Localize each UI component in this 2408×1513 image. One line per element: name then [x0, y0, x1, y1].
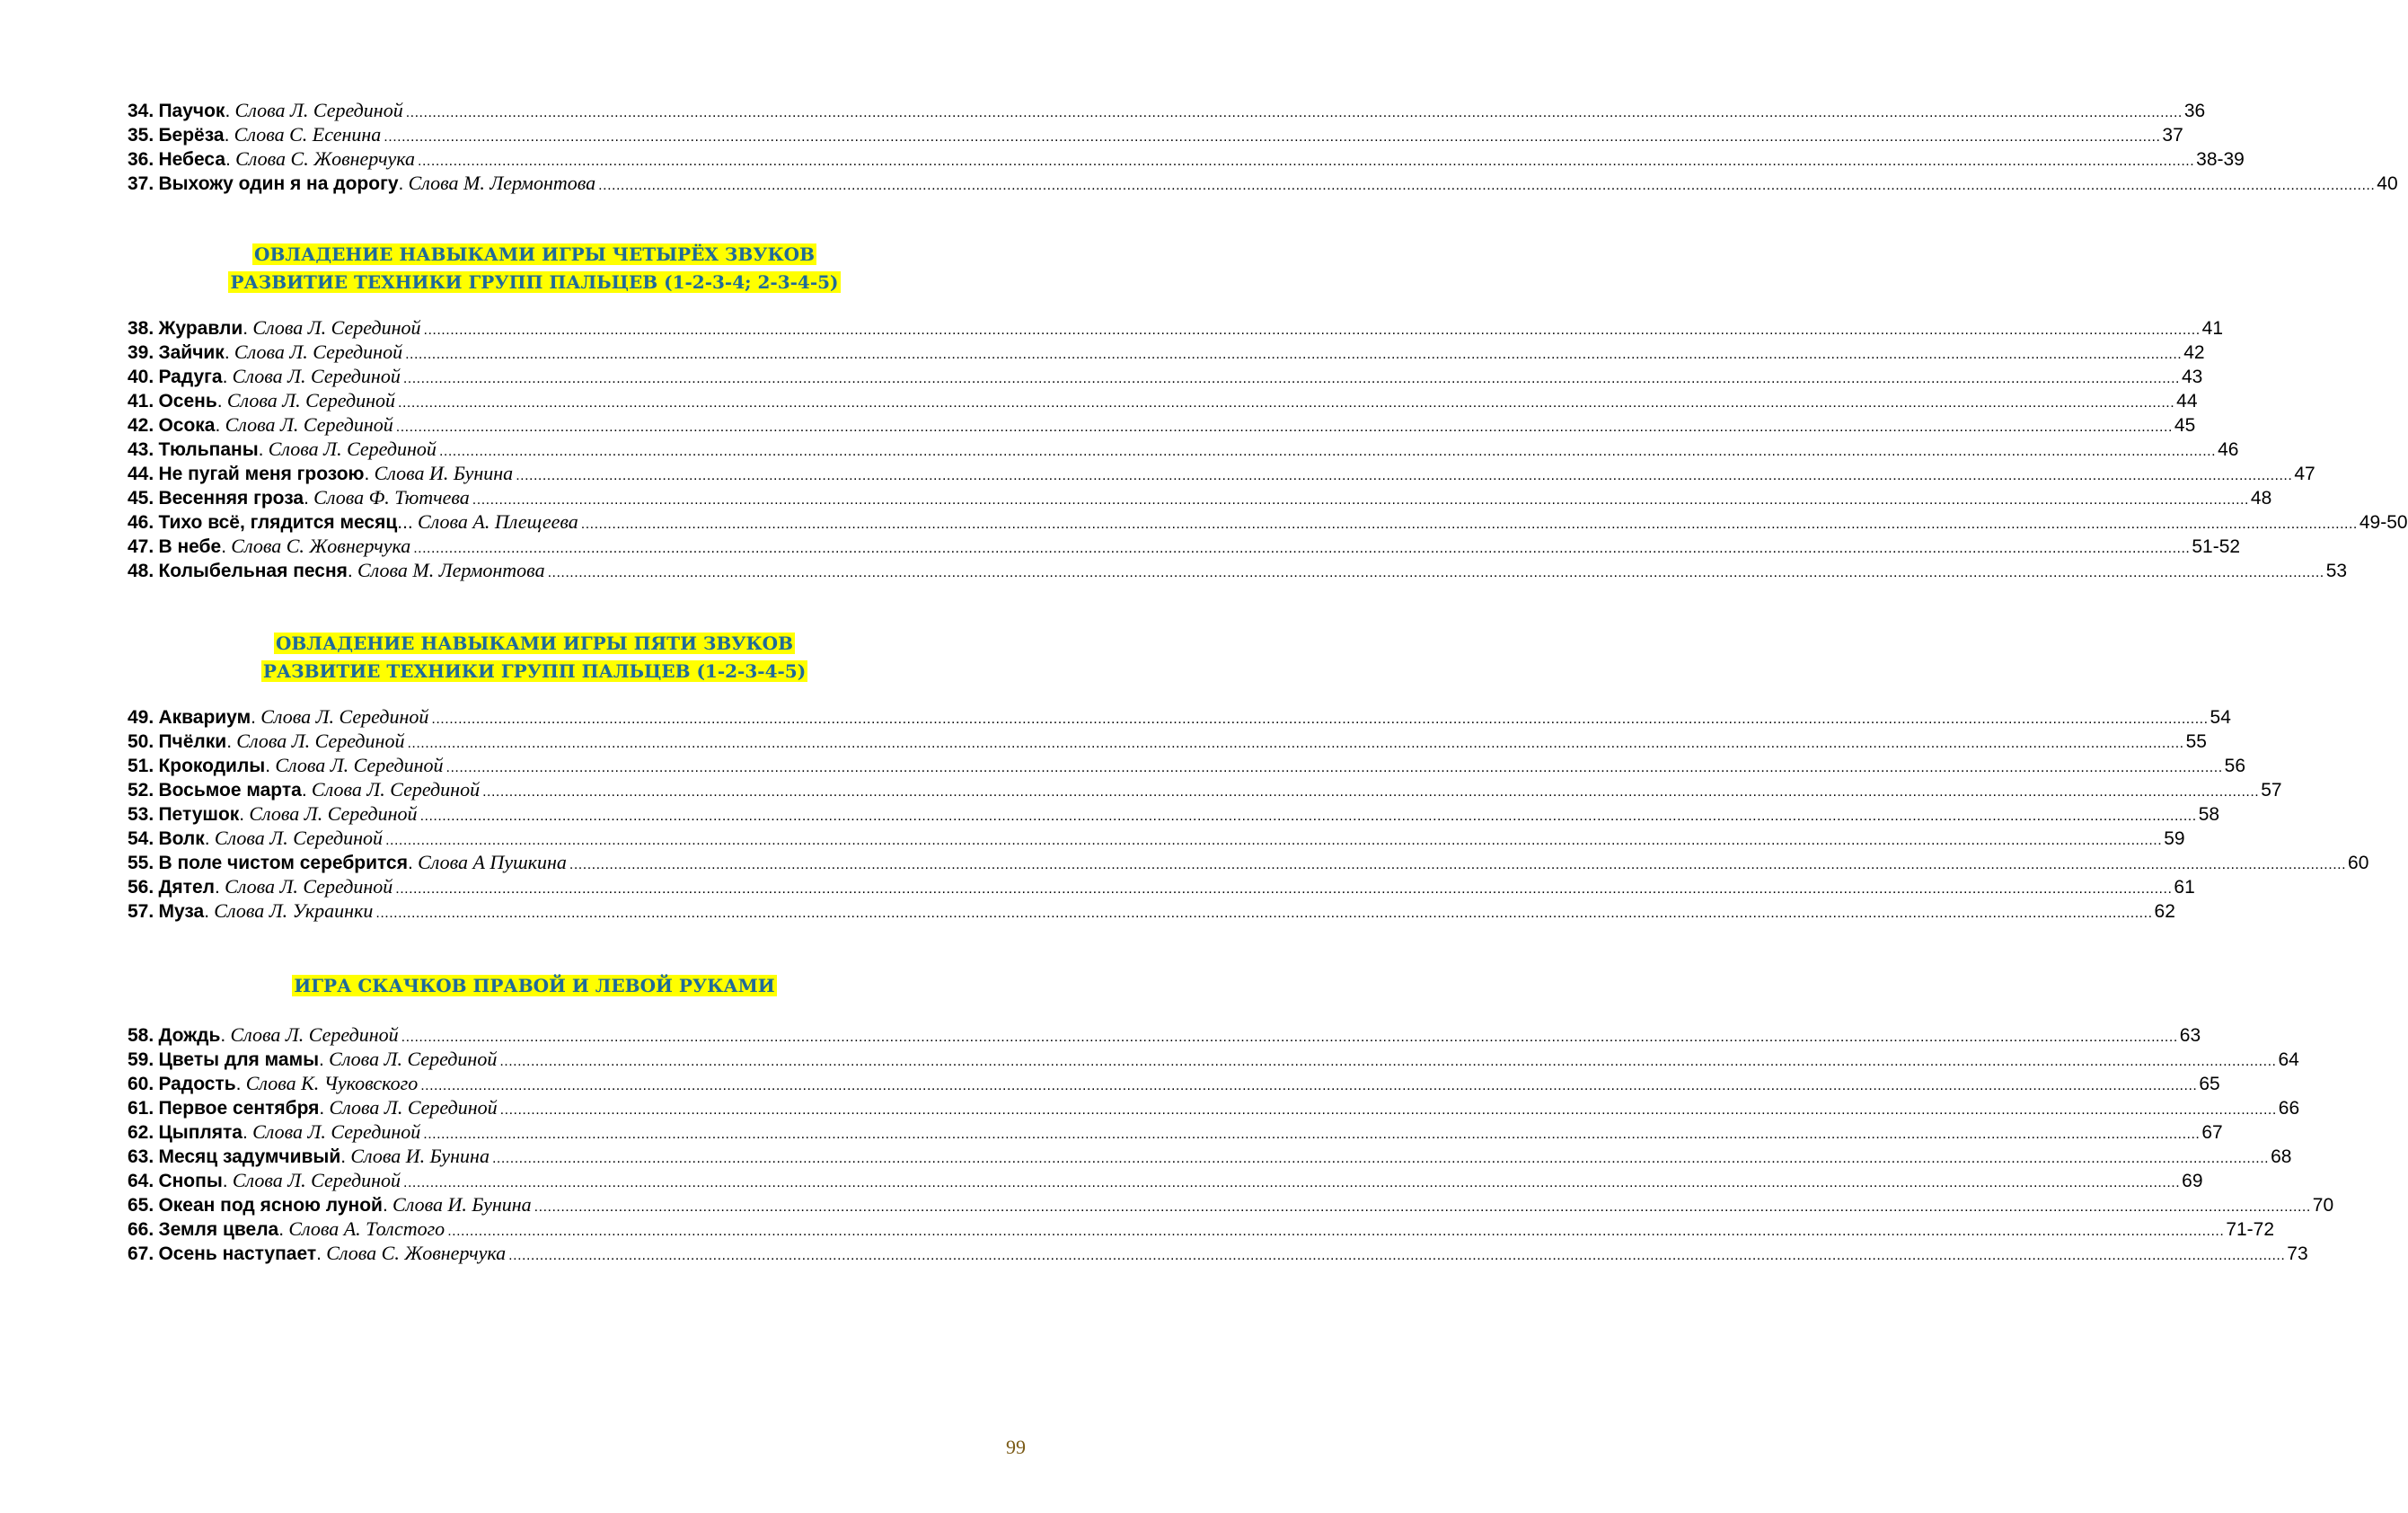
entry-separator: .: [220, 1025, 226, 1046]
toc-entry: [128, 849, 2369, 876]
entry-separator: ...: [397, 512, 413, 533]
entry-title: Цыплята: [158, 1122, 243, 1143]
entry-author: Слова Л. Серединой: [226, 389, 396, 411]
dot-leader: ................................................................................................................................................................................................................................................................................................................................................................................................................: [405, 105, 2183, 120]
entry-number: 63.: [128, 1146, 154, 1167]
entry-number: 65.: [128, 1195, 154, 1216]
entry-page: 38-39: [2196, 149, 2245, 170]
dot-leader: ................................................................................................................................................................................................................................................................................................................................................................................................................: [398, 395, 2175, 411]
toc-entry: [128, 339, 2205, 366]
entry-author: Слова М. Лермонтова: [357, 559, 545, 581]
toc-entry: [128, 1070, 2220, 1097]
entry-author: Слова Л. Серединой: [275, 754, 444, 776]
entry-page: 42: [2183, 342, 2205, 363]
entry-page: 68: [2271, 1146, 2292, 1167]
entry-number: 35.: [128, 125, 154, 146]
toc-entry: [128, 752, 2245, 779]
entry-page: 54: [2210, 707, 2231, 728]
entry-separator: .: [214, 877, 220, 898]
entry-page: 56: [2224, 756, 2245, 776]
entry-title: Месяц задумчивый: [158, 1146, 341, 1167]
entry-separator: .: [304, 488, 309, 509]
dot-leader: ................................................................................................................................................................................................................................................................................................................................................................................................................: [499, 1102, 2277, 1118]
entry-author: Слова Л. Серединой: [268, 438, 437, 460]
entry-author: Слова С. Жовнерчука: [235, 147, 416, 170]
entry-separator: .: [251, 707, 256, 728]
entry-number: 36.: [128, 149, 154, 170]
section-heading-line: [0, 630, 1069, 658]
section-heading-text: РАЗВИТИЕ ТЕХНИКИ ГРУПП ПАЛЬЦЕВ (1-2-3-4-5): [262, 660, 807, 682]
toc-entry: [128, 1216, 2275, 1243]
entry-author: Слова А Пушкина: [418, 851, 567, 873]
toc-entry: [128, 1143, 2292, 1170]
entry-page: 61: [2174, 877, 2195, 898]
section-heading: [0, 972, 1069, 1000]
toc-entry: [128, 703, 2231, 730]
entry-title: Дятел: [158, 877, 215, 898]
entry-page: 65: [2199, 1074, 2220, 1094]
entry-author: Слова Л. Серединой: [260, 705, 429, 728]
entry-separator: .: [221, 536, 227, 557]
toc-entry: [128, 484, 2272, 511]
entry-number: 38.: [128, 318, 154, 339]
entry-title: Крокодилы: [158, 756, 266, 776]
section-heading-line: [0, 269, 1069, 296]
section-heading-line: [0, 241, 1069, 269]
entry-separator: .: [265, 756, 271, 776]
dot-leader: ................................................................................................................................................................................................................................................................................................................................................................................................................: [472, 492, 2249, 508]
entry-page: 60: [2348, 853, 2369, 873]
entry-separator: .: [222, 1171, 228, 1191]
toc-entry: [128, 460, 2315, 487]
dot-leader: ................................................................................................................................................................................................................................................................................................................................................................................................................: [423, 1127, 2201, 1142]
entry-separator: .: [222, 367, 228, 387]
entry-number: 42.: [128, 415, 154, 436]
section-heading-text: ОВЛАДЕНИЕ НАВЫКАМИ ИГРЫ ЧЕТЫРЁХ ЗВУКОВ: [254, 243, 815, 265]
entry-title: Осока: [158, 415, 216, 436]
entry-page: 71-72: [2226, 1219, 2275, 1240]
dot-leader: ................................................................................................................................................................................................................................................................................................................................................................................................................: [491, 1151, 2270, 1166]
entry-number: 47.: [128, 536, 154, 557]
entry-separator: .: [407, 853, 413, 873]
entry-page: 58: [2198, 804, 2220, 825]
entry-separator: .: [316, 1243, 322, 1264]
toc-entry: [128, 314, 2223, 341]
toc-entry: [128, 121, 2183, 148]
entry-author: Слова Л. Серединой: [236, 730, 405, 752]
entry-page: 40: [2377, 173, 2398, 194]
entry-number: 39.: [128, 342, 154, 363]
entry-number: 50.: [128, 731, 154, 752]
entry-author: Слова Л. Серединой: [232, 365, 401, 387]
entry-number: 56.: [128, 877, 154, 898]
toc-entry: [128, 146, 2245, 173]
entry-title: Цветы для мамы: [158, 1049, 320, 1070]
toc-entry: [128, 533, 2241, 560]
entry-author: Слова Л. Серединой: [225, 875, 393, 898]
section-heading-text: ИГРА СКАЧКОВ ПРАВОЙ И ЛЕВОЙ РУКАМИ: [294, 975, 775, 996]
entry-title: Небеса: [158, 149, 226, 170]
entry-page: 47: [2294, 464, 2315, 484]
section-heading-line: [0, 972, 1069, 1000]
dot-leader: ................................................................................................................................................................................................................................................................................................................................................................................................................: [403, 1175, 2181, 1190]
entry-separator: .: [242, 1122, 248, 1143]
entry-author: Слова Л. Серединой: [232, 1169, 401, 1191]
entry-title: Осень наступает: [158, 1243, 317, 1264]
entry-page: 69: [2182, 1171, 2203, 1191]
toc-entry: [128, 1046, 2299, 1073]
entry-number: 52.: [128, 780, 154, 801]
entry-number: 44.: [128, 464, 154, 484]
section-heading-text: ОВЛАДЕНИЕ НАВЫКАМИ ИГРЫ ПЯТИ ЗВУКОВ: [275, 633, 793, 654]
entry-page: 53: [2325, 561, 2348, 581]
entry-author: Слова А. Плещеева: [418, 510, 578, 533]
toc-entry: [128, 411, 2196, 438]
entry-separator: .: [319, 1049, 324, 1070]
entry-title: Аквариум: [158, 707, 251, 728]
dot-leader: ................................................................................................................................................................................................................................................................................................................................................................................................................: [438, 444, 2217, 459]
entry-author: Слова И. Бунина: [350, 1145, 490, 1167]
dot-leader: ................................................................................................................................................................................................................................................................................................................................................................................................................: [402, 371, 2180, 386]
dot-leader: ................................................................................................................................................................................................................................................................................................................................................................................................................: [547, 565, 2324, 580]
entry-separator: .: [224, 342, 230, 363]
entry-number: 67.: [128, 1243, 154, 1264]
entry-number: 37.: [128, 173, 154, 194]
entry-separator: .: [226, 731, 233, 752]
entry-separator: .: [278, 1219, 285, 1240]
dot-leader: ................................................................................................................................................................................................................................................................................................................................................................................................................: [405, 347, 2183, 362]
entry-title: Восьмое марта: [158, 780, 302, 801]
page-number: 99: [1006, 1436, 1026, 1458]
entry-number: 59.: [128, 1049, 154, 1070]
entry-number: 51.: [128, 756, 154, 776]
toc-entry: [128, 363, 2203, 390]
entry-page: 46: [2218, 439, 2239, 460]
entry-title: Не пугай меня грозою: [158, 464, 365, 484]
entry-page: 57: [2261, 780, 2282, 801]
entry-title: Осень: [158, 391, 217, 411]
entry-author: Слова Л. Серединой: [230, 1023, 399, 1046]
entry-author: Слова Л. Серединой: [311, 778, 481, 801]
entry-page: 55: [2185, 731, 2207, 752]
entry-separator: .: [301, 780, 307, 801]
entry-author: Слова Л. Серединой: [234, 341, 403, 363]
entry-page: 64: [2278, 1049, 2299, 1070]
entry-page: 36: [2183, 101, 2206, 121]
toc-entry: [128, 801, 2220, 827]
toc-entry: [128, 1022, 2201, 1048]
entry-author: Слова С. Есенина: [234, 123, 382, 146]
entry-separator: .: [319, 1098, 325, 1119]
toc-entry: [128, 387, 2198, 414]
entry-number: 66.: [128, 1219, 154, 1240]
entry-number: 54.: [128, 828, 154, 849]
dot-leader: ................................................................................................................................................................................................................................................................................................................................................................................................................: [418, 154, 2195, 169]
dot-leader: ................................................................................................................................................................................................................................................................................................................................................................................................................: [534, 1199, 2311, 1215]
entry-author: Слова Л. Серединой: [252, 1120, 421, 1143]
entry-separator: .: [204, 828, 210, 849]
entry-number: 34.: [128, 101, 154, 121]
toc-entry: [128, 898, 2175, 925]
entry-author: Слова Ф. Тютчева: [313, 486, 470, 509]
entry-author: Слова С. Жовнерчука: [231, 535, 411, 557]
entry-number: 55.: [128, 853, 154, 873]
entry-title: Журавли: [158, 318, 243, 339]
entry-title: Дождь: [158, 1025, 221, 1046]
entry-separator: .: [225, 149, 231, 170]
entry-author: Слова Л. Серединой: [249, 802, 418, 825]
entry-separator: .: [382, 1195, 388, 1216]
entry-page: 44: [2176, 391, 2198, 411]
entry-page: 73: [2287, 1243, 2308, 1264]
toc-entry: [128, 728, 2207, 755]
dot-leader: ................................................................................................................................................................................................................................................................................................................................................................................................................: [580, 517, 2358, 532]
entry-title: Волк: [158, 828, 205, 849]
entry-separator: .: [243, 318, 249, 339]
entry-title: Океан под ясною луной: [158, 1195, 383, 1216]
entry-separator: .: [215, 415, 221, 436]
entry-number: 53.: [128, 804, 154, 825]
entry-page: 45: [2174, 415, 2196, 436]
toc-entry: [128, 825, 2185, 852]
entry-page: 43: [2181, 367, 2203, 387]
entry-title: Петушок: [158, 804, 240, 825]
toc-entry: [128, 436, 2239, 463]
entry-title: Радуга: [158, 367, 223, 387]
dot-leader: ................................................................................................................................................................................................................................................................................................................................................................................................................: [508, 1248, 2286, 1263]
toc-entry: [128, 776, 2282, 803]
entry-page: 37: [2162, 125, 2183, 146]
section-heading: [0, 241, 1069, 296]
entry-title: Выхожу один я на дорогу: [158, 173, 399, 194]
entry-number: 61.: [128, 1098, 154, 1119]
toc-entry: [128, 1094, 2300, 1121]
entry-author: Слова Л. Серединой: [214, 827, 384, 849]
entry-page: 49-50: [2359, 512, 2408, 533]
entry-separator: .: [364, 464, 370, 484]
entry-number: 62.: [128, 1122, 154, 1143]
toc-entry: [128, 1119, 2223, 1146]
dot-leader: ................................................................................................................................................................................................................................................................................................................................................................................................................: [419, 809, 2197, 824]
entry-title: Берёза: [158, 125, 225, 146]
entry-page: 62: [2154, 901, 2175, 922]
entry-title: В небе: [158, 536, 222, 557]
entry-separator: .: [204, 901, 210, 922]
entry-number: 58.: [128, 1025, 154, 1046]
entry-number: 60.: [128, 1074, 154, 1094]
toc-entry: [128, 1240, 2308, 1267]
entry-separator: .: [340, 1146, 347, 1167]
entry-author: Слова М. Лермонтова: [408, 172, 596, 194]
toc-entry: [128, 557, 2348, 584]
dot-leader: ................................................................................................................................................................................................................................................................................................................................................................................................................: [407, 736, 2184, 751]
entry-author: Слова А. Толстого: [288, 1217, 445, 1240]
entry-title: Весенняя гроза: [158, 488, 304, 509]
entry-page: 63: [2179, 1025, 2201, 1046]
dot-leader: ................................................................................................................................................................................................................................................................................................................................................................................................................: [482, 784, 2260, 800]
entry-page: 70: [2312, 1195, 2334, 1216]
toc-entry: [128, 1167, 2203, 1194]
entry-title: Тюльпаны: [158, 439, 259, 460]
entry-separator: .: [258, 439, 264, 460]
toc-entry: [128, 873, 2195, 900]
dot-leader: ................................................................................................................................................................................................................................................................................................................................................................................................................: [569, 857, 2347, 872]
entry-title: Муза: [158, 901, 205, 922]
entry-author: Слова Л. Серединой: [225, 413, 393, 436]
dot-leader: ................................................................................................................................................................................................................................................................................................................................................................................................................: [447, 1224, 2225, 1239]
entry-number: 48.: [128, 561, 154, 581]
dot-leader: ................................................................................................................................................................................................................................................................................................................................................................................................................: [395, 420, 2173, 435]
entry-author: Слова С. Жовнерчука: [326, 1242, 507, 1264]
toc-entry: [128, 1191, 2334, 1218]
dot-leader: ................................................................................................................................................................................................................................................................................................................................................................................................................: [395, 881, 2173, 897]
entry-author: Слова И. Бунина: [393, 1193, 532, 1216]
entry-page: 59: [2164, 828, 2185, 849]
entry-separator: .: [398, 173, 404, 194]
entry-number: 49.: [128, 707, 154, 728]
toc-entry: [128, 97, 2206, 124]
section-heading: [0, 630, 1069, 686]
entry-title: Колыбельная песня: [158, 561, 348, 581]
entry-separator: .: [235, 1074, 242, 1094]
entry-page: 67: [2201, 1122, 2223, 1143]
entry-author: Слова Л. Серединой: [329, 1048, 498, 1070]
entry-title: Тихо всё, глядится месяц: [158, 512, 398, 533]
dot-leader: ................................................................................................................................................................................................................................................................................................................................................................................................................: [384, 129, 2161, 145]
entry-page: 48: [2250, 488, 2272, 509]
section-heading-line: [0, 658, 1069, 686]
toc-entry: [128, 509, 2408, 535]
entry-author: Слова Л. Серединой: [252, 316, 421, 339]
entry-separator: .: [347, 561, 353, 581]
entry-separator: .: [224, 125, 230, 146]
entry-title: Пчёлки: [158, 731, 227, 752]
dot-leader: ................................................................................................................................................................................................................................................................................................................................................................................................................: [499, 1054, 2277, 1069]
entry-number: 45.: [128, 488, 154, 509]
entry-title: Снопы: [158, 1171, 223, 1191]
dot-leader: ................................................................................................................................................................................................................................................................................................................................................................................................................: [431, 712, 2209, 727]
entry-separator: .: [239, 804, 245, 825]
dot-leader: ................................................................................................................................................................................................................................................................................................................................................................................................................: [413, 541, 2191, 556]
section-heading-text: РАЗВИТИЕ ТЕХНИКИ ГРУПП ПАЛЬЦЕВ (1-2-3-4; 2-3-4-5): [230, 271, 839, 293]
dot-leader: ................................................................................................................................................................................................................................................................................................................................................................................................................: [598, 178, 2376, 193]
entry-author: Слова К. Чуковского: [245, 1072, 419, 1094]
entry-number: 40.: [128, 367, 154, 387]
entry-author: Слова Л. Украинки: [214, 899, 374, 922]
toc-entry: [128, 170, 2398, 197]
entry-author: Слова Л. Серединой: [329, 1096, 498, 1119]
entry-title: Паучок: [158, 101, 225, 121]
entry-title: Земля цвела: [158, 1219, 279, 1240]
entry-separator: .: [225, 101, 231, 121]
dot-leader: ................................................................................................................................................................................................................................................................................................................................................................................................................: [420, 1078, 2198, 1093]
entry-separator: .: [216, 391, 223, 411]
dot-leader: ................................................................................................................................................................................................................................................................................................................................................................................................................: [385, 833, 2163, 848]
entry-title: Радость: [158, 1074, 236, 1094]
entry-author: Слова Л. Серединой: [234, 99, 403, 121]
dot-leader: ................................................................................................................................................................................................................................................................................................................................................................................................................: [445, 760, 2223, 775]
dot-leader: ................................................................................................................................................................................................................................................................................................................................................................................................................: [401, 1030, 2178, 1045]
entry-title: В поле чистом серебрится: [158, 853, 408, 873]
entry-title: Первое сентября: [158, 1098, 320, 1119]
entry-number: 57.: [128, 901, 154, 922]
entry-page: 66: [2278, 1098, 2300, 1119]
entry-number: 46.: [128, 512, 154, 533]
dot-leader: ................................................................................................................................................................................................................................................................................................................................................................................................................: [516, 468, 2293, 483]
entry-number: 41.: [128, 391, 154, 411]
dot-leader: ................................................................................................................................................................................................................................................................................................................................................................................................................: [423, 323, 2201, 338]
dot-leader: ................................................................................................................................................................................................................................................................................................................................................................................................................: [375, 906, 2153, 921]
entry-page: 51-52: [2192, 536, 2241, 557]
entry-title: Зайчик: [158, 342, 225, 363]
entry-number: 64.: [128, 1171, 154, 1191]
entry-number: 43.: [128, 439, 154, 460]
entry-page: 41: [2201, 318, 2223, 339]
entry-author: Слова И. Бунина: [374, 462, 514, 484]
